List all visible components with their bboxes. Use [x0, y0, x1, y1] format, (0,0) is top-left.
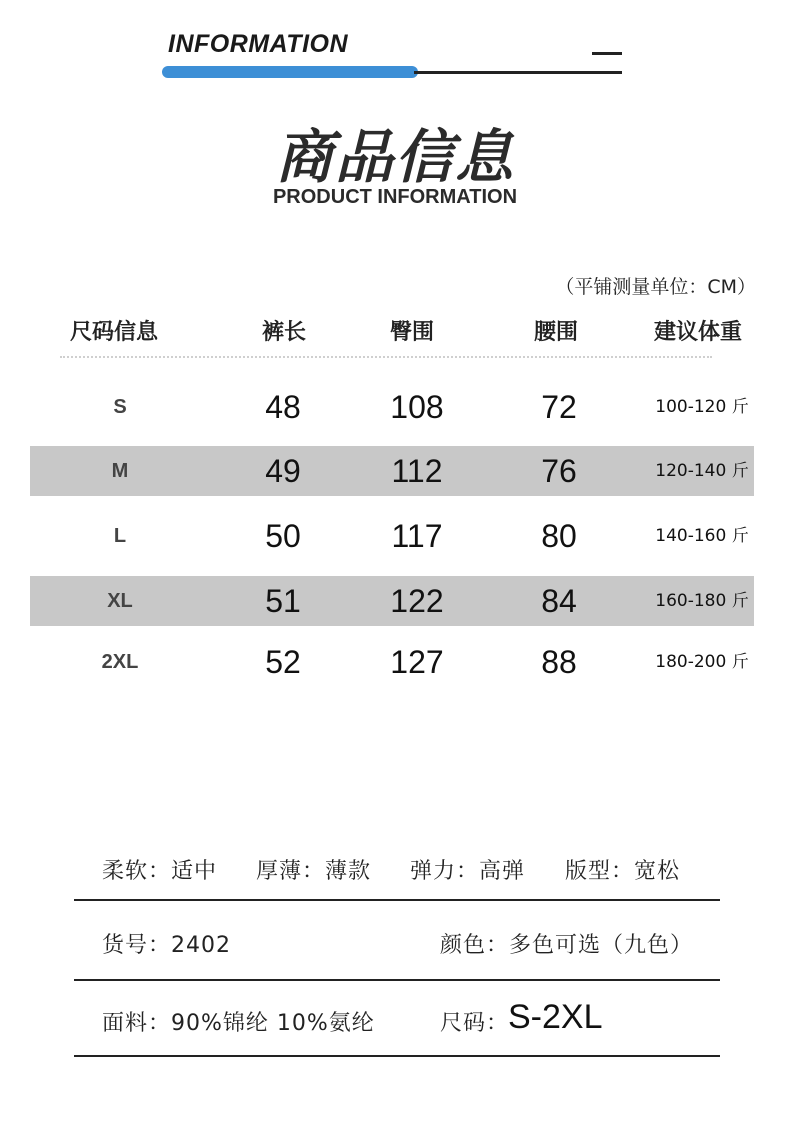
- page-title: 商品信息: [274, 123, 515, 191]
- cell-size: 2XL: [101, 651, 139, 673]
- divider: [74, 979, 720, 981]
- cell-length: 49: [265, 453, 301, 489]
- divider: [74, 1055, 720, 1057]
- cell-length: 52: [265, 644, 301, 680]
- cell-weight: 100-120 斤: [655, 397, 749, 417]
- table-row: [30, 511, 754, 561]
- thickness-spec: 厚薄：薄款: [256, 859, 372, 884]
- fit-spec: 版型：宽松: [565, 859, 681, 884]
- accent-bar: [162, 66, 418, 78]
- softness-spec: 柔软：适中: [102, 859, 218, 884]
- color-spec: 颜色：多色可选（九色）: [440, 933, 694, 958]
- cell-weight: 160-180 斤: [655, 591, 749, 611]
- information-label: INFORMATION: [168, 30, 349, 58]
- cell-size: XL: [107, 590, 133, 612]
- col-header-size: 尺码信息: [70, 320, 159, 345]
- cell-weight: 120-140 斤: [655, 461, 749, 481]
- cell-hip: 112: [391, 453, 443, 489]
- cell-length: 50: [265, 518, 301, 554]
- cell-length: 51: [265, 583, 301, 619]
- unit-note: （平铺测量单位：CM）: [555, 276, 756, 298]
- item-number: 货号：2402: [102, 933, 231, 958]
- cell-waist: 84: [541, 583, 577, 619]
- table-row: [30, 637, 754, 687]
- cell-weight: 180-200 斤: [655, 652, 749, 672]
- table-row: [30, 446, 754, 496]
- cell-waist: 72: [541, 389, 577, 425]
- cell-size: L: [113, 525, 127, 547]
- cell-waist: 88: [541, 644, 577, 680]
- cell-size: S: [113, 396, 127, 418]
- cell-hip: 122: [390, 583, 444, 619]
- table-row: [30, 576, 754, 626]
- cell-size: M: [111, 460, 129, 482]
- col-header-hip: 臀围: [390, 320, 435, 345]
- size-label: 尺码：: [440, 1011, 510, 1036]
- dash-mark: [592, 52, 622, 55]
- col-header-length: 裤长: [262, 320, 307, 345]
- table-row: [30, 382, 754, 432]
- cell-hip: 127: [390, 644, 444, 680]
- divider: [74, 899, 720, 901]
- cell-hip: 117: [391, 518, 443, 554]
- page-subtitle: PRODUCT INFORMATION: [272, 186, 518, 208]
- table-separator: [60, 356, 712, 358]
- cell-weight: 140-160 斤: [655, 526, 749, 546]
- col-header-waist: 腰围: [534, 320, 579, 345]
- cell-hip: 108: [390, 389, 444, 425]
- fabric-spec: 面料：90%锦纶 10%氨纶: [102, 1011, 375, 1036]
- elasticity-spec: 弹力：高弹: [410, 859, 526, 884]
- cell-length: 48: [265, 389, 301, 425]
- header-rule: [414, 71, 622, 74]
- col-header-weight: 建议体重: [654, 320, 743, 345]
- cell-waist: 76: [541, 453, 577, 489]
- cell-waist: 80: [541, 518, 577, 554]
- size-range: S-2XL: [508, 998, 603, 1036]
